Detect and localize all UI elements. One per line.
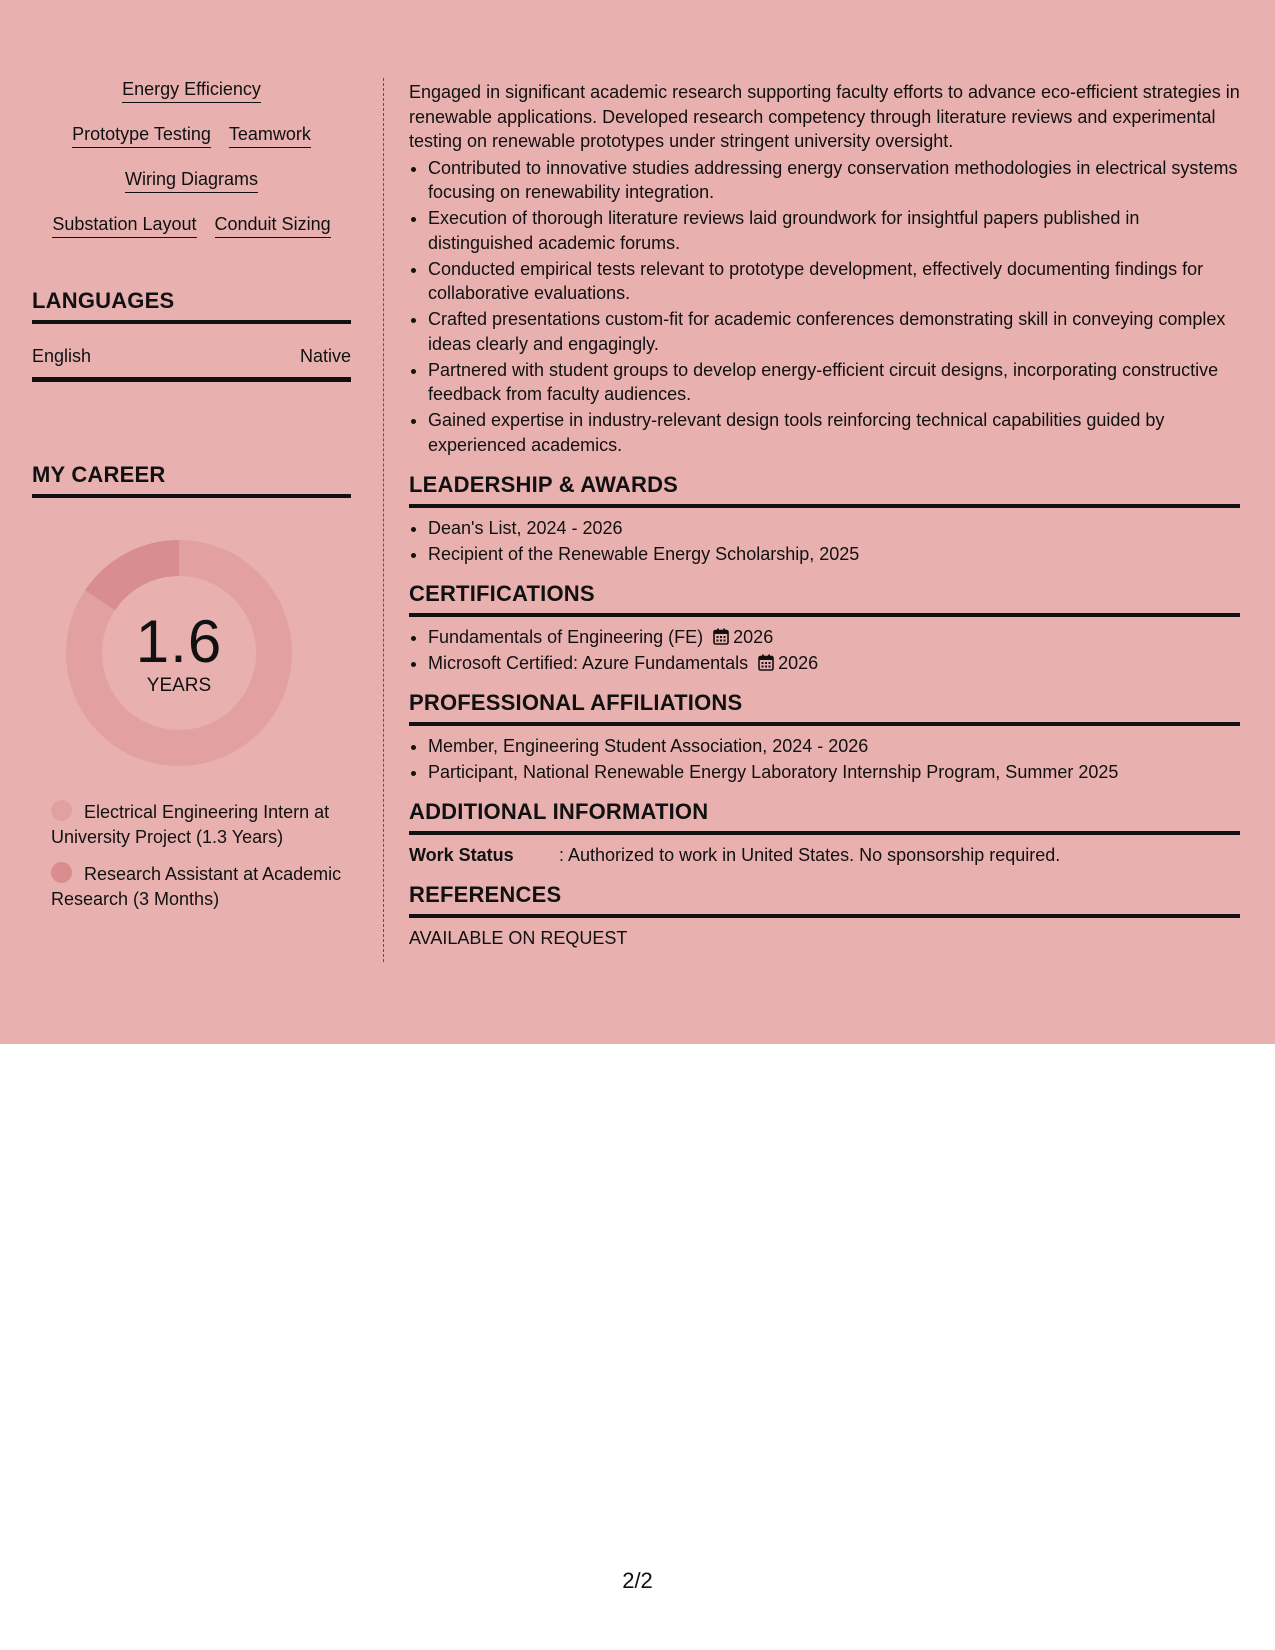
affiliations-list xyxy=(409,734,1240,785)
references-heading: REFERENCES xyxy=(409,883,1240,918)
list-item: • Partnered with student groups to develop energy-efficient circuit designs, incorporating constructive feedback from faculty audiences. xyxy=(428,358,1240,407)
list-item: • Execution of thorough literature reviews laid groundwork for insightful papers published in distinguished academic forums. xyxy=(428,206,1240,255)
certification-year: 2026 xyxy=(733,626,774,647)
certification-name: Fundamentals of Engineering (FE) xyxy=(428,626,704,647)
main-content xyxy=(409,80,1240,950)
certification-item xyxy=(428,651,1240,676)
language-item xyxy=(32,346,351,382)
skill-tag: Teamwork xyxy=(229,123,311,148)
languages-heading: LANGUAGES xyxy=(32,288,351,324)
language-name: English xyxy=(32,346,92,366)
skill-tag: Substation Layout xyxy=(52,213,196,238)
affiliations-heading: PROFESSIONAL AFFILIATIONS xyxy=(409,691,1240,726)
list-item: • Recipient of the Renewable Energy Scholarship, 2025 xyxy=(428,542,1240,567)
legend-item xyxy=(51,862,351,912)
career-total-unit: YEARS xyxy=(146,675,212,696)
column-divider xyxy=(383,78,384,962)
work-status-value: : Authorized to work in United States. No sponsorship required. xyxy=(559,844,1061,865)
experience-bullets xyxy=(409,156,1240,458)
skills-row xyxy=(32,168,351,193)
skill-tag: Energy Efficiency xyxy=(122,78,261,103)
certifications-list xyxy=(409,625,1240,676)
skill-tag: Wiring Diagrams xyxy=(125,168,258,193)
list-item: • Contributed to innovative studies addressing energy conservation methodologies in electrical systems focusing on renewability integration. xyxy=(428,156,1240,205)
donut-center xyxy=(66,610,292,698)
list-item: • Member, Engineering Student Association, 2024 - 2026 xyxy=(428,734,1240,759)
skill-tag: Conduit Sizing xyxy=(215,213,331,238)
leadership-list xyxy=(409,516,1240,567)
legend-dot xyxy=(51,800,72,821)
work-status-label: Work Status xyxy=(409,844,514,865)
career-legend xyxy=(51,800,351,912)
leadership-heading: LEADERSHIP & AWARDS xyxy=(409,473,1240,508)
work-status-row xyxy=(409,843,1240,868)
career-heading: MY CAREER xyxy=(32,462,351,498)
list-item: • Crafted presentations custom-fit for academic conferences demonstrating skill in conveying complex ideas clearly and engagingly. xyxy=(428,307,1240,356)
language-level: Native xyxy=(299,346,351,366)
legend-label: Research Assistant at Academic Research (3 Months) xyxy=(51,864,342,909)
legend-label: Electrical Engineering Intern at University Project (1.3 Years) xyxy=(51,802,330,847)
skill-tag: Prototype Testing xyxy=(72,123,211,148)
certification-year: 2026 xyxy=(778,652,819,673)
skills-row xyxy=(32,213,351,238)
list-item: • Conducted empirical tests relevant to prototype development, effectively documenting findings for collaborative evaluations. xyxy=(428,257,1240,306)
list-item: • Dean's List, 2024 - 2026 xyxy=(428,516,1240,541)
legend-dot xyxy=(51,862,72,883)
list-item: • Participant, National Renewable Energy Laboratory Internship Program, Summer 2025 xyxy=(428,760,1240,785)
experience-summary: Engaged in significant academic research supporting faculty efforts to advance eco-efficient strategies in renewable applications. Developed research competency through literature reviews and experimental testing on renewable prototypes under stringent university oversight. xyxy=(409,82,1240,151)
skills-row xyxy=(32,78,351,103)
additional-info-heading: ADDITIONAL INFORMATION xyxy=(409,800,1240,835)
references-text: AVAILABLE ON REQUEST xyxy=(409,927,628,948)
calendar-icon xyxy=(758,654,774,671)
list-item: • Gained expertise in industry-relevant design tools reinforcing technical capabilities guided by experienced academics. xyxy=(428,408,1240,457)
sidebar xyxy=(32,78,351,924)
certifications-heading: CERTIFICATIONS xyxy=(409,582,1240,617)
certification-name: Microsoft Certified: Azure Fundamentals xyxy=(428,652,749,673)
legend-item xyxy=(51,800,351,850)
calendar-icon xyxy=(713,628,729,645)
career-donut-chart xyxy=(66,540,292,766)
skills-section xyxy=(32,78,351,238)
career-total-value: 1.6 xyxy=(135,608,223,675)
certification-item xyxy=(428,625,1240,650)
skills-row xyxy=(32,123,351,148)
donut-segment-research xyxy=(100,558,179,600)
page-number: 2/2 xyxy=(622,1568,653,1593)
